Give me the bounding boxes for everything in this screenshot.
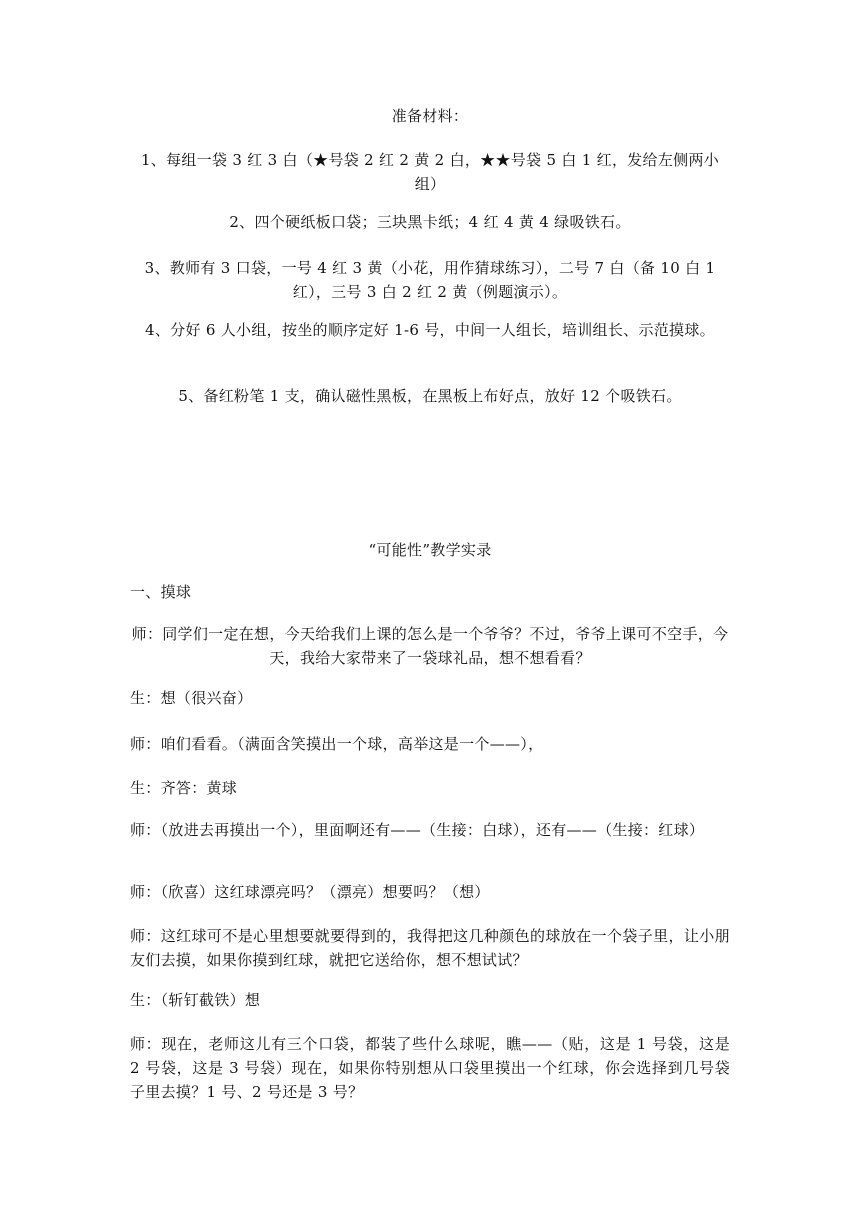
dialogue-line-2: 生：想（很兴奋） <box>130 689 253 707</box>
dialogue-line-4: 生：齐答：黄球 <box>130 779 238 797</box>
record-title: “可能性”教学实录 <box>368 541 492 559</box>
dialogue-line-6: 师：（欣喜）这红球漂亮吗？（漂亮）想要吗？（想） <box>130 883 490 901</box>
dialogue-line-1: 师：同学们一定在想，今天给我们上课的怎么是一个爷爷？不过，爷爷上课可不空手，今天，我给大家带来了一袋球礼品，想不想看看？ <box>131 625 729 667</box>
materials-item-4: 4、分好 6 人小组，按坐的顺序定好 1-6 号，中间一人组长，培训组长、示范摸球。 <box>145 321 715 339</box>
materials-heading: 准备材料： <box>391 107 469 125</box>
dialogue-line-7: 师：这红球可不是心里想要就要得到的，我得把这几种颜色的球放在一个袋子里，让小朋友们去摸，如果你摸到红球，就把它送给你，想不想试试？ <box>130 927 730 969</box>
materials-item-2: 2、四个硬纸板口袋；三块黑卡纸；4 红 4 黄 4 绿吸铁石。 <box>229 213 631 231</box>
section-heading: 一、摸球 <box>130 583 192 601</box>
materials-item-5: 5、备红粉笔 1 支，确认磁性黑板，在黑板上布好点，放好 12 个吸铁石。 <box>178 387 682 405</box>
dialogue-line-5: 师：（放进去再摸出一个），里面啊还有——（生接：白球），还有——（生接：红球） <box>130 821 705 839</box>
dialogue-line-3: 师：咱们看看。（满面含笑摸出一个球，高举这是一个——）， <box>130 735 544 753</box>
materials-item-1: 1、每组一袋 3 红 3 白（★号袋 2 红 2 黄 2 白，★★号袋 5 白 1 红，发给左侧两小组） <box>140 151 720 193</box>
dialogue-line-9: 师：现在，老师这儿有三个口袋，都装了些什么球呢，瞧——（贴，这是 1 号袋，这是 2 号袋，这是 3 号袋）现在，如果你特别想从口袋里摸出一个红球，你会选择到几号袋子里去摸？1 号、2 号还是 3 号？ <box>130 1035 730 1101</box>
materials-item-3: 3、教师有 3 口袋，一号 4 红 3 黄（小花，用作猜球练习），二号 7 白（备 10 白 1 红），三号 3 白 2 红 2 黄（例题演示）。 <box>144 259 716 301</box>
dialogue-line-8: 生：（斩钉截铁）想 <box>130 991 261 1009</box>
